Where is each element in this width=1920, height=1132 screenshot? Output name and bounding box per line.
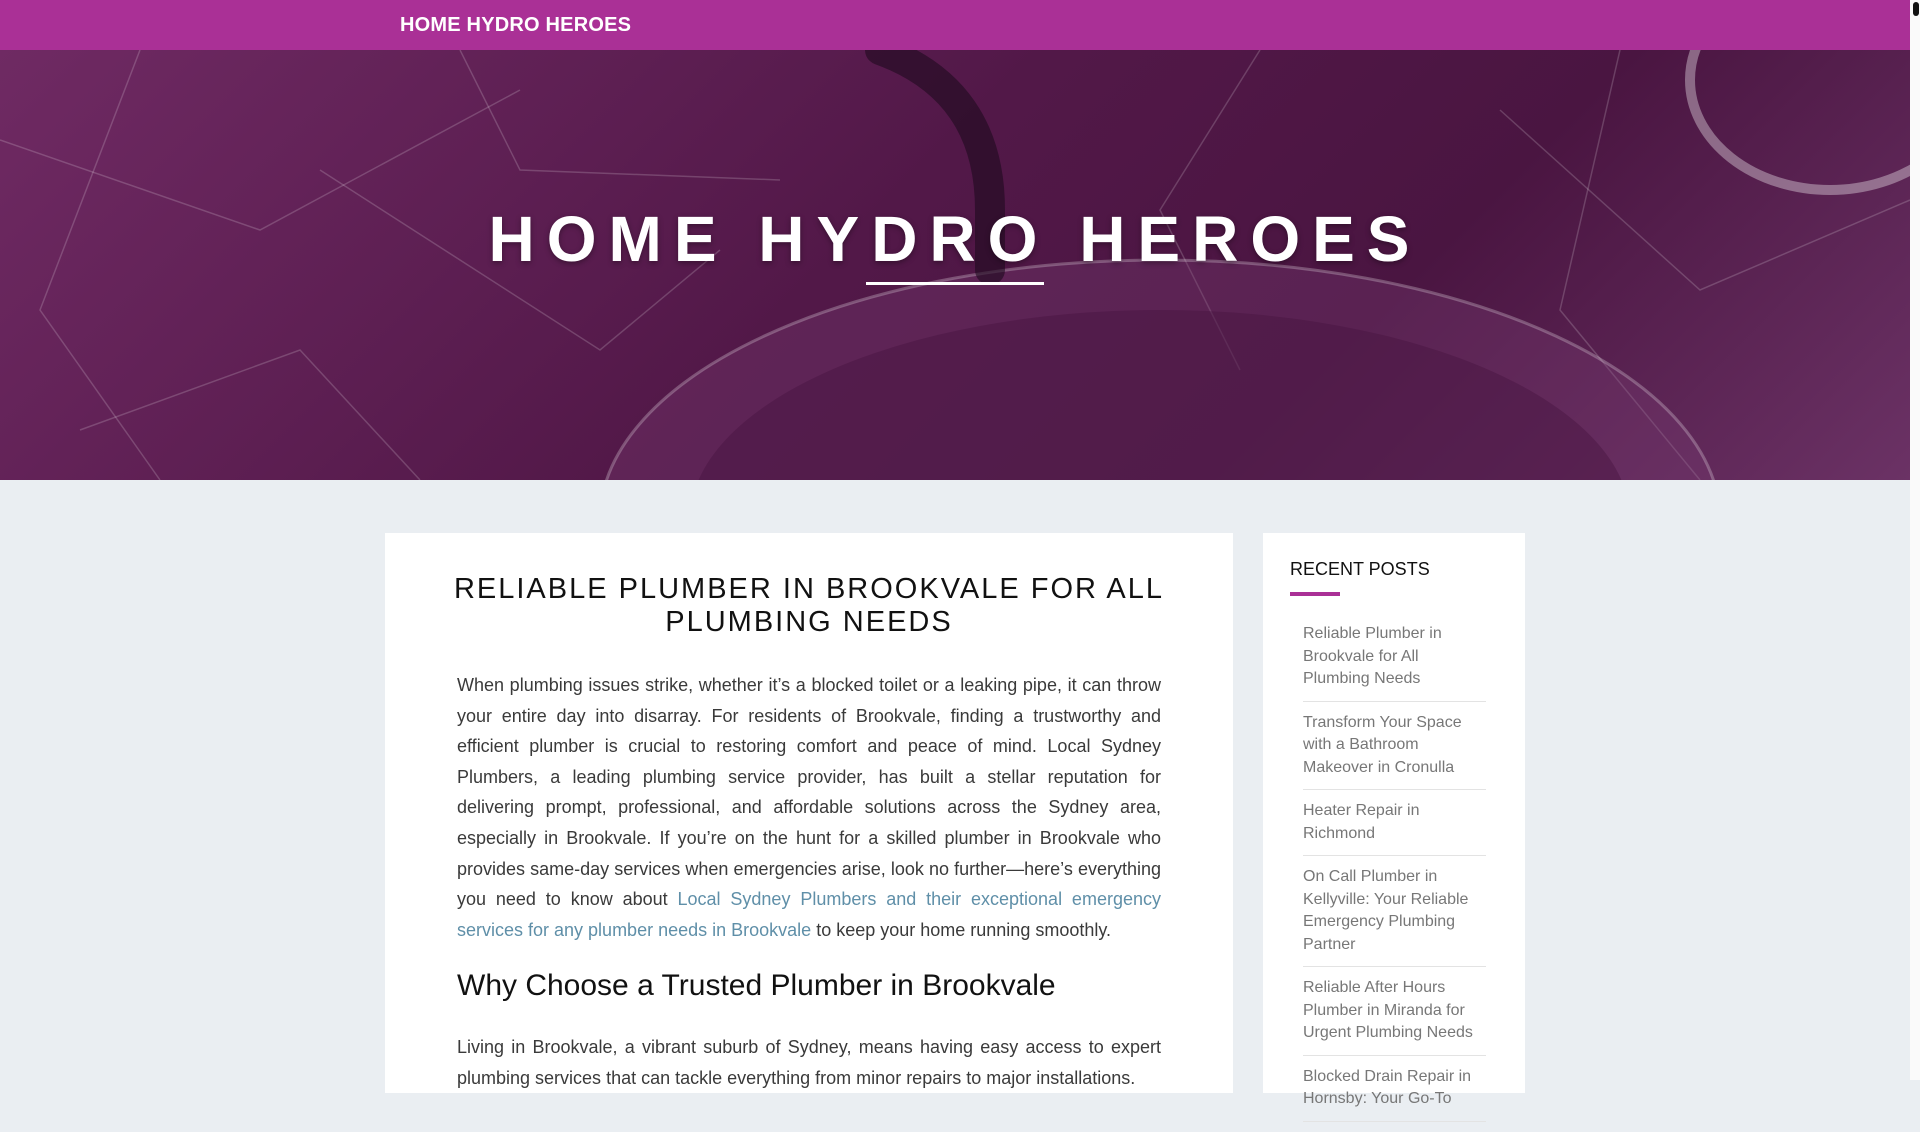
article-section-text: Living in Brookvale, a vibrant suburb of Sydney, means having easy access to expert plumbing services that can tackle everything from minor repairs to major installations. — [457, 1037, 1161, 1088]
site-name-link[interactable]: HOME HYDRO HEROES — [400, 14, 632, 36]
article-intro-tail: to keep your home running smoothly. — [811, 919, 1112, 940]
recent-post-item — [1303, 712, 1486, 791]
hero-title-underline — [866, 282, 1044, 285]
recent-post-link[interactable]: On Call Plumber in Kellyville: Your Reliable Emergency Plumbing Partner — [1303, 868, 1469, 953]
recent-posts-list — [1303, 623, 1486, 1132]
sidebar-heading: RECENT POSTS — [1290, 559, 1430, 579]
hero-banner — [0, 50, 1910, 480]
article-section-heading: Why Choose a Trusted Plumber in Brookvale — [457, 969, 1056, 1002]
hero-title: HOME HYDRO HEROES — [488, 203, 1422, 275]
article-card — [385, 533, 1233, 1093]
article-title: RELIABLE PLUMBER IN BROOKVALE FOR ALL PLUMBING NEEDS — [453, 573, 1165, 638]
sidebar-heading-underline — [1290, 592, 1340, 596]
article-intro-text: When plumbing issues strike, whether it’s a blocked toilet or a leaking pipe, it can throw your entire day into disarray. For residents of Brookvale, finding a trustworthy and efficient plumber is crucial to restoring comfort and peace of mind. Local Sydney Plumbers, a leading plumbing service provider, has built a stellar reputation for delivering prompt, professional, and affordable solutions across the Sydney area, especially in Brookvale. If you’re on the hunt for a skilled plumber in Brookvale who provides same-day services when emergencies arise, look no further—here’s everything you need to know about — [457, 675, 1161, 910]
recent-post-item — [1303, 800, 1486, 856]
scrollbar[interactable] — [1910, 0, 1920, 1080]
recent-post-link[interactable]: Reliable Plumber in Brookvale for All Plumbing Needs — [1303, 625, 1442, 687]
recent-post-item — [1303, 1066, 1486, 1122]
article-intro — [457, 670, 1161, 945]
recent-post-link[interactable]: Blocked Drain Repair in Hornsby: Your Go-To — [1303, 1067, 1472, 1107]
recent-post-item — [1303, 623, 1486, 702]
article-intro-link[interactable]: Local Sydney Plumbers and their exceptional emergency services for any plumber needs in Brookvale — [457, 889, 1161, 940]
top-nav-bar — [0, 0, 1910, 50]
recent-post-link[interactable]: Transform Your Space with a Bathroom Makeover in Cronulla — [1303, 713, 1462, 776]
recent-post-link[interactable]: Reliable After Hours Plumber in Miranda for Urgent Plumbing Needs — [1303, 979, 1473, 1041]
recent-post-item — [1303, 866, 1486, 967]
recent-post-item — [1303, 977, 1486, 1056]
sidebar-recent-posts — [1263, 533, 1525, 1107]
scrollbar-thumb[interactable] — [1913, 2, 1919, 16]
recent-post-link[interactable]: Heater Repair in Richmond — [1303, 802, 1420, 842]
